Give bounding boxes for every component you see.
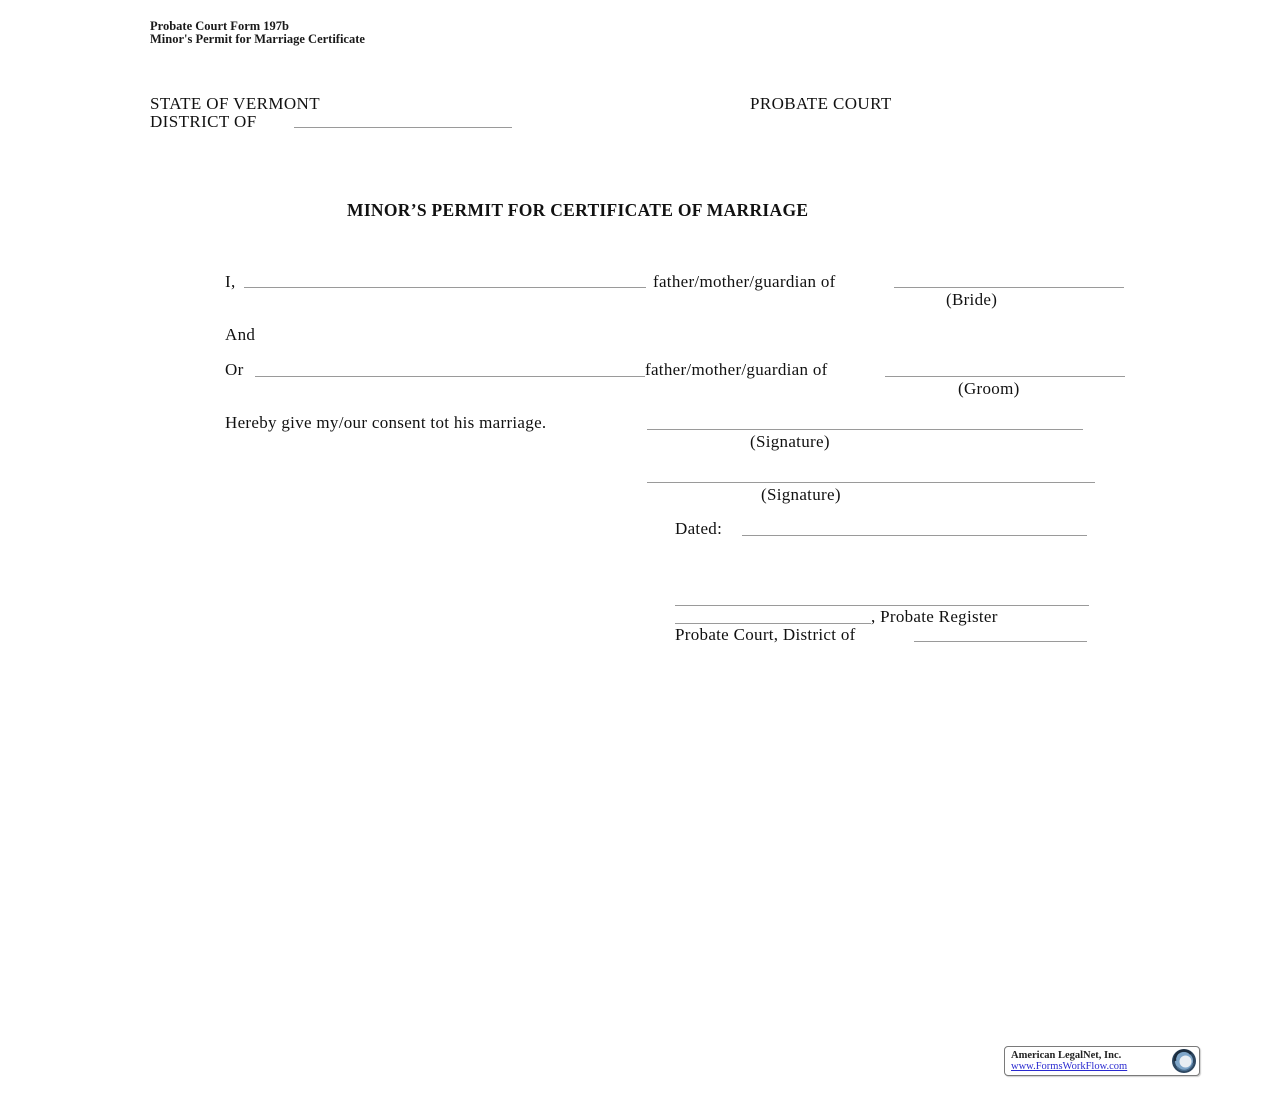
district-label: DISTRICT OF: [150, 112, 257, 131]
dated-field[interactable]: [742, 535, 1087, 536]
badge-company-name: American LegalNet, Inc.: [1011, 1050, 1122, 1061]
page-title: MINOR’S PERMIT FOR CERTIFICATE OF MARRIAGE: [347, 200, 809, 220]
bride-name-field[interactable]: [894, 287, 1124, 288]
court-district-field[interactable]: [914, 641, 1087, 642]
consent-statement: Hereby give my/our consent tot his marriage.: [225, 413, 547, 432]
bride-caption: (Bride): [946, 290, 998, 309]
signature-2-caption: (Signature): [761, 485, 841, 504]
district-field[interactable]: [294, 127, 512, 128]
globe-logo-icon: [1171, 1048, 1197, 1074]
bride-relation-label: father/mother/guardian of: [653, 272, 836, 291]
signature-2-field[interactable]: [647, 482, 1095, 483]
signature-1-field[interactable]: [647, 429, 1083, 430]
conjunction-and: And: [225, 325, 256, 344]
groom-relation-label: father/mother/guardian of: [645, 360, 828, 379]
groom-name-field[interactable]: [885, 376, 1125, 377]
bride-parent-name-field[interactable]: [244, 287, 646, 288]
register-name-field[interactable]: [675, 623, 871, 624]
bride-prefix: I,: [225, 272, 236, 291]
register-signature-field[interactable]: [675, 605, 1089, 606]
groom-parent-name-field[interactable]: [255, 376, 645, 377]
american-legalnet-badge[interactable]: [1004, 1046, 1200, 1076]
form-number: Probate Court Form 197b: [150, 19, 289, 33]
register-title: , Probate Register: [871, 607, 998, 626]
court-district-label: Probate Court, District of: [675, 625, 856, 644]
court-heading: PROBATE COURT: [750, 94, 892, 113]
badge-website-link[interactable]: www.FormsWorkFlow.com: [1011, 1061, 1128, 1072]
form-name: Minor's Permit for Marriage Certificate: [150, 32, 365, 46]
groom-caption: (Groom): [958, 379, 1020, 398]
dated-label: Dated:: [675, 519, 723, 538]
groom-prefix: Or: [225, 360, 244, 379]
state-heading: STATE OF VERMONT: [150, 94, 321, 113]
signature-1-caption: (Signature): [750, 432, 830, 451]
